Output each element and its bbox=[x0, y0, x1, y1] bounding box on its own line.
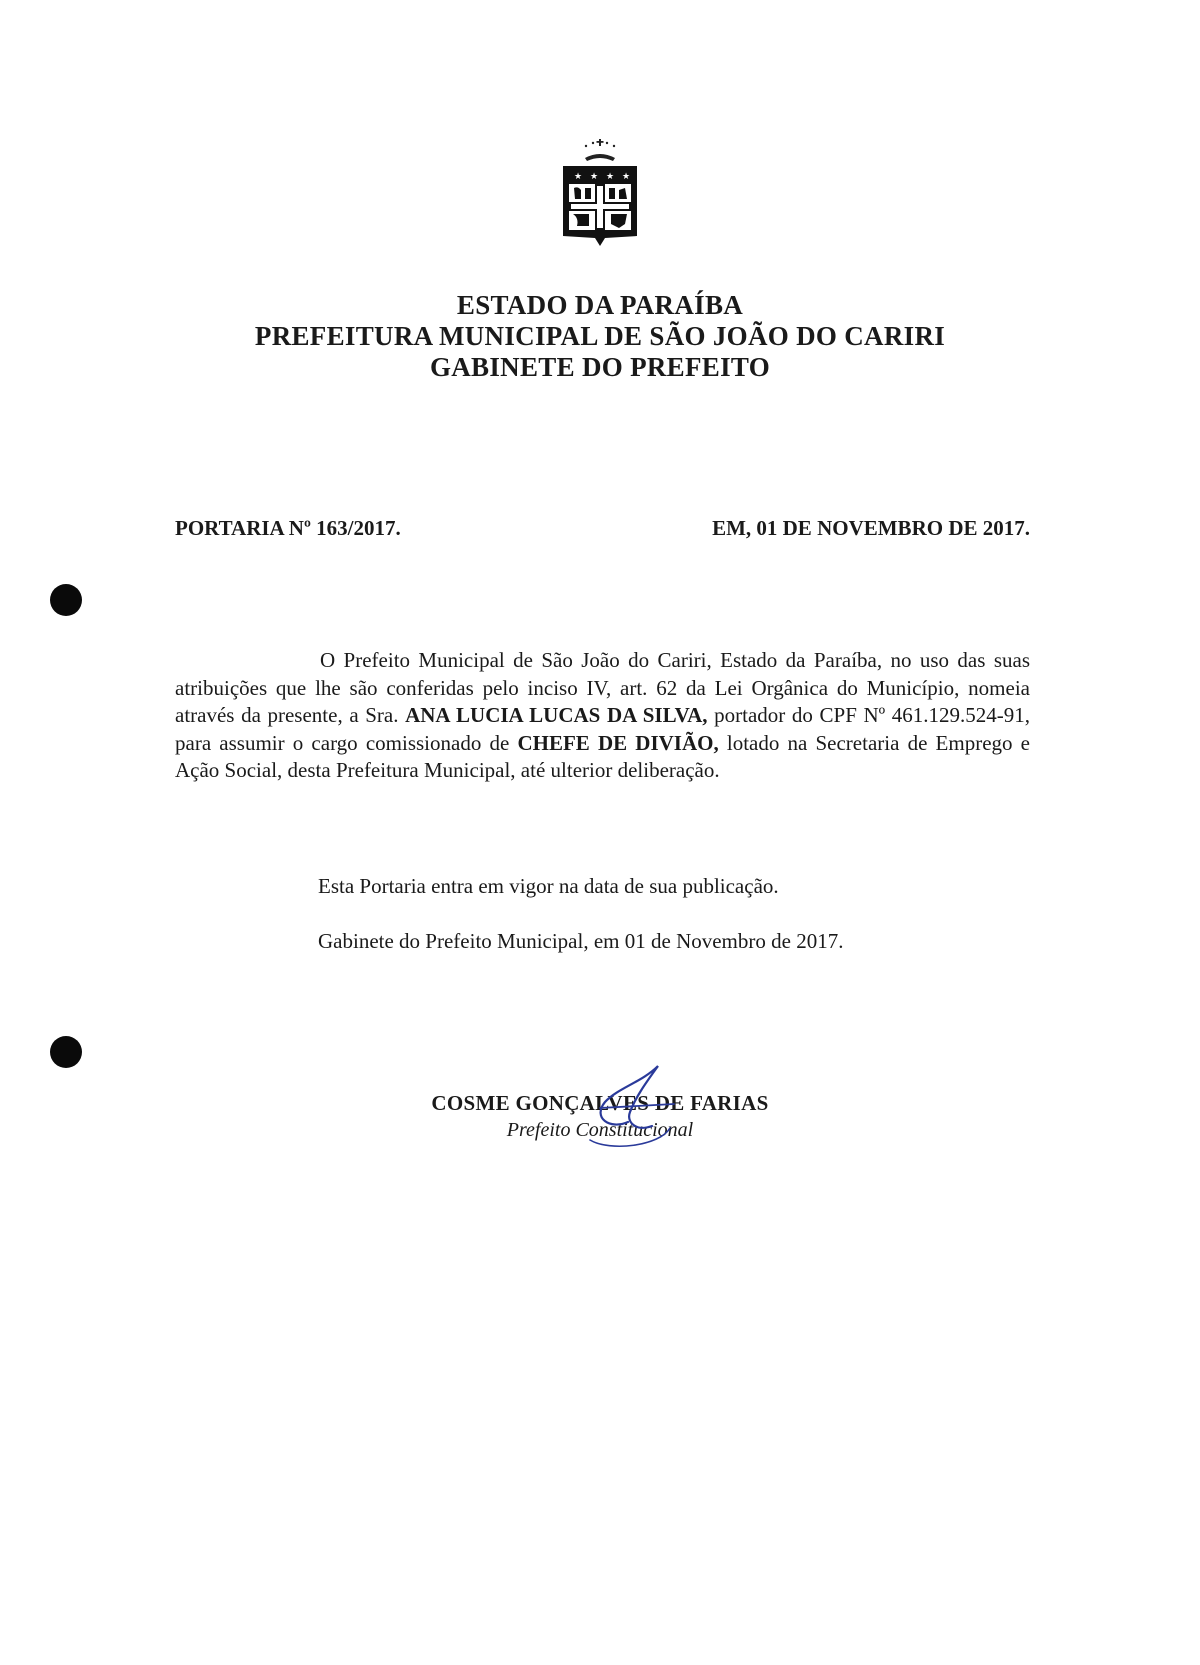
document-header bbox=[0, 290, 1200, 383]
body-text-middle: portador do CPF Nº 461.129.524-91, para assumir o cargo comissionado de bbox=[175, 703, 1031, 755]
svg-text:★: ★ bbox=[606, 172, 615, 182]
portaria-date: EM, 01 DE NOVEMBRO DE 2017. bbox=[712, 516, 1030, 540]
closing-clause: Gabinete do Prefeito Municipal, em 01 de Novembro de 2017. bbox=[318, 929, 844, 953]
signer-role: Prefeito Constitucional bbox=[506, 1119, 694, 1141]
appointee-name: ANA LUCIA LUCAS DA SILVA, bbox=[405, 703, 708, 727]
portaria-number: PORTARIA Nº 163/2017. bbox=[175, 516, 401, 540]
state-title: ESTADO DA PARAÍBA bbox=[456, 290, 744, 320]
svg-text:★: ★ bbox=[574, 172, 583, 182]
body-text-intro: O Prefeito Municipal de São João do Cariri, Estado da Paraíba, no uso das suas atribuições que lhe são conferidas pelo inciso IV, art. 62 da Lei Orgânica do Município, nomeia através da presente, a Sra. bbox=[175, 648, 1030, 727]
svg-text:★: ★ bbox=[590, 172, 599, 182]
office-title: GABINETE DO PREFEITO bbox=[429, 352, 771, 382]
municipality-title: PREFEITURA MUNICIPAL DE SÃO JOÃO DO CARIRI bbox=[254, 321, 946, 351]
body-text-end: lotado na Secretaria de Emprego e Ação Social, desta Prefeitura Municipal, até ulterior deliberação. bbox=[175, 730, 1030, 782]
handwritten-signature-icon bbox=[570, 1060, 690, 1150]
punch-hole-icon bbox=[50, 584, 82, 616]
appointed-position: CHEFE DE DIVIÃO, bbox=[517, 730, 719, 755]
municipal-coat-of-arms-icon bbox=[545, 138, 655, 254]
punch-hole-icon bbox=[50, 1036, 82, 1068]
signer-name: COSME GONÇALVES DE FARIAS bbox=[431, 1091, 769, 1115]
body-paragraph bbox=[175, 647, 1030, 785]
svg-text:★: ★ bbox=[622, 172, 631, 182]
effective-clause: Esta Portaria entra em vigor na data de sua publicação. bbox=[318, 874, 779, 898]
